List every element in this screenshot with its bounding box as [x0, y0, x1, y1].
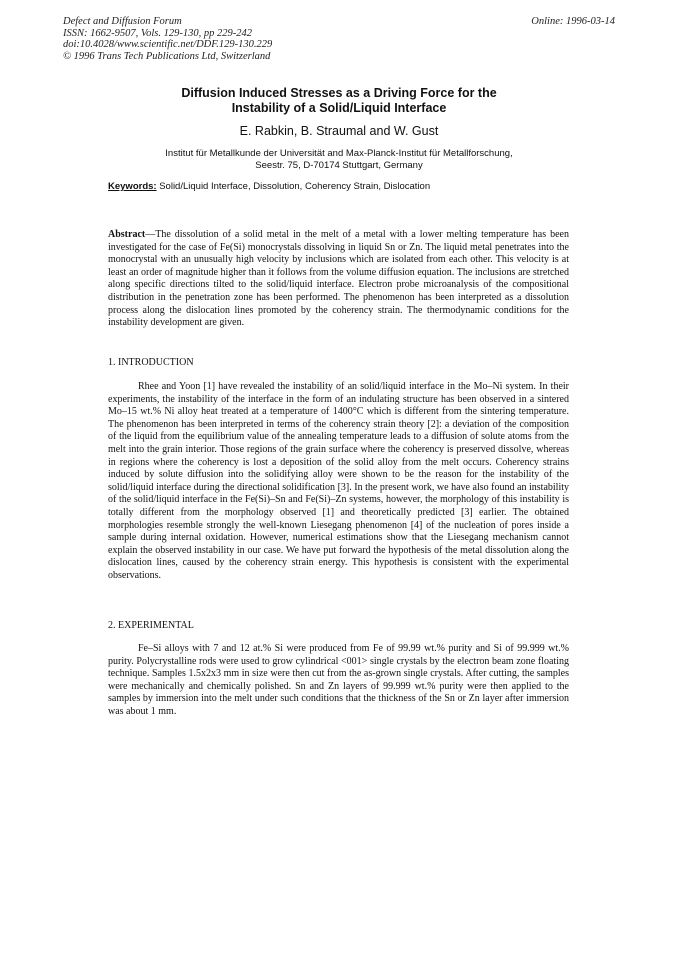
affiliation-line-2: Seestr. 75, D-70174 Stuttgart, Germany: [255, 159, 423, 171]
abstract-text: —The dissolution of a solid metal in the melt of a metal with a lower melting temperature has been investigated for the case of Fe(Si) monocrystals dissolving in liquid Sn or Zn. The liquid metal penetrates into the monocrystal with an unusually high velocity by inclusions which are isolated from each other. This velocity is at least an order of magnitude higher than it follows from the volume diffusion equation. The inclusions are stretched along specific directions tilted to the solid/liquid interface. Electron probe microanalysis of the compositional distribution in the penetration zone has been performed. The phenomenon has been interpreted as a dissolution process along the dislocation lines promoted by the coherency strain. The thermodynamic conditions for the instability development are given.: [108, 229, 569, 329]
authors: E. Rabkin, B. Straumal and W. Gust: [239, 124, 439, 138]
experimental-paragraph: Fe–Si alloys with 7 and 12 at.% Si were produced from Fe of 99.99 wt.% purity and Si of 99.999 wt.% purity. Polycrystalline rods were used to grow cylindrical <001> single crystals by the electron beam zone floating technique. Samples 1.5x2x3 mm in size were then cut from the as-grown single crystals. After cutting, the samples were mechanically and chemically polished. Sn and Zn layers of 99.999 wt.% purity were then applied to the samples by immersion into the melt under such conditions that the thickness of the Sn or Zn layer after immersion was about 1 mm.: [108, 643, 569, 717]
affiliation-line-1: Institut für Metallkunde der Universität and Max-Planck-Institut für Metallforschung,: [165, 148, 513, 159]
keywords: [108, 181, 578, 193]
abstract-label: Abstract: [108, 229, 146, 240]
section-heading-introduction: 1. INTRODUCTION: [108, 357, 194, 368]
abstract: [108, 229, 569, 330]
online-date: Online: 1996-03-14: [531, 16, 615, 27]
keywords-label: Keywords:: [108, 181, 157, 192]
title-line-2: Instability of a Solid/Liquid Interface: [231, 101, 447, 115]
title-line-1: Diffusion Induced Stresses as a Driving Force for the: [181, 86, 497, 100]
affiliation: [110, 148, 568, 171]
issn-line: ISSN: 1662-9507, Vols. 129-130, pp 229-242: [63, 27, 252, 39]
copyright-line: © 1996 Trans Tech Publications Ltd, Switzerland: [63, 50, 271, 62]
introduction-paragraph: Rhee and Yoon [1] have revealed the instability of an solid/liquid interface in the Mo–Ni system. In their experiments, the instability of the interface in the form of an indulating structure has been observed in a sintered Mo–15 wt.% Ni alloy heat treated at a temperature of 1400°C which is different from the sintering temperature. The phenomenon has been interpreted in terms of the coherency strain theory [2]: a deviation of the composition of the liquid from the equilibrium value of the annealing temperature leads to a diffusion of solute atoms from the melt into the grain interior. Those regions of the grain surface where the coherency is preserved dissolve, whereas in regions where the coherency is lost a deposition of the solid alloy from the melt occurs. Coherency strains induced by solute diffusion into the solidifying alloy were shown to be the reason for the instability of the solid/liquid interface during the directional solidification [3]. In the present work, we have also found an instability of the solid/liquid interface in the Fe(Si)–Sn and Fe(Si)–Zn systems, however, the morphology of this instability is totally different from the morphology observed [1] and theoretically predicted [3] earlier. The obtained morphologies resemble strongly the well-known Liesegang phenomenon [4] of the nucleation of pores inside a sample during internal oxidation. However, numerical estimations show that the Liesegang mechanism cannot explain the observed instability in our case. We have put forward the hypothesis of the metal dissolution along the dislocation lines, caused by the coherency strain energy. This hypothesis is consistent with the experimental observations.: [108, 381, 569, 581]
section-heading-experimental: 2. EXPERIMENTAL: [108, 620, 194, 631]
journal-name: Defect and Diffusion Forum: [63, 16, 182, 27]
doi-line: doi:10.4028/www.scientific.net/DDF.129-130.229: [63, 39, 273, 51]
section-introduction: [108, 381, 569, 583]
journal-metadata: [63, 16, 272, 62]
paper-title: [110, 86, 568, 116]
section-experimental: [108, 643, 569, 719]
keywords-text: Solid/Liquid Interface, Dissolution, Coherency Strain, Dislocation: [156, 181, 431, 192]
